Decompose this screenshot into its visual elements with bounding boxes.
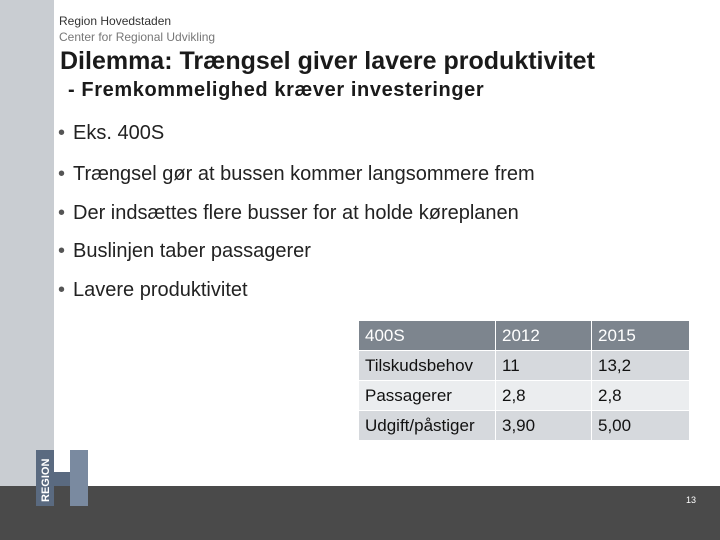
organization-name: Region Hovedstaden [59, 14, 172, 28]
table-header-row [359, 321, 690, 351]
bullet-item [58, 161, 535, 187]
bullet-glyph: • [58, 240, 66, 262]
table-cell: Tilskudsbehov [359, 351, 496, 381]
bullet-item [58, 277, 248, 303]
table-cell: 11 [496, 351, 592, 381]
bullet-glyph: • [58, 202, 66, 224]
bullet-text: Eks. 400S [73, 122, 165, 144]
bullet-glyph: • [58, 122, 66, 144]
department-name: Center for Regional Udvikling [59, 30, 216, 44]
bullet-text: Lavere produktivitet [73, 279, 248, 301]
bullet-item [58, 238, 311, 264]
footer-bar [0, 486, 720, 540]
bullet-text: Der indsættes flere busser for at holde køreplanen [73, 202, 519, 224]
logo-text: REGION [40, 458, 52, 502]
table-cell: 13,2 [592, 351, 690, 381]
slide-title: Dilemma: Trængsel giver lavere produktivitet [60, 47, 595, 75]
bullet-text: Buslinjen taber passagerer [73, 240, 311, 262]
bullet-item [58, 120, 164, 146]
bullet-item [58, 200, 519, 226]
table-row [359, 381, 690, 411]
bullet-text: Trængsel gør at bussen kommer langsommere frem [73, 163, 535, 185]
bullet-glyph: • [58, 163, 66, 185]
table-cell: 3,90 [496, 411, 592, 441]
page-number: 13 [686, 495, 697, 505]
table-header-cell: 2015 [592, 321, 690, 351]
comparison-table [358, 320, 690, 441]
slide-subtitle: - Fremkommelighed kræver investeringer [68, 79, 485, 101]
table-cell: 2,8 [496, 381, 592, 411]
bullet-glyph: • [58, 279, 66, 301]
table-row [359, 351, 690, 381]
table-cell: 2,8 [592, 381, 690, 411]
table-cell: Udgift/påstiger [359, 411, 496, 441]
table-header-cell: 2012 [496, 321, 592, 351]
table-header-cell: 400S [359, 321, 496, 351]
table-cell: Passagerer [359, 381, 496, 411]
table-row [359, 411, 690, 441]
region-h-logo-icon [36, 450, 92, 506]
table-cell: 5,00 [592, 411, 690, 441]
